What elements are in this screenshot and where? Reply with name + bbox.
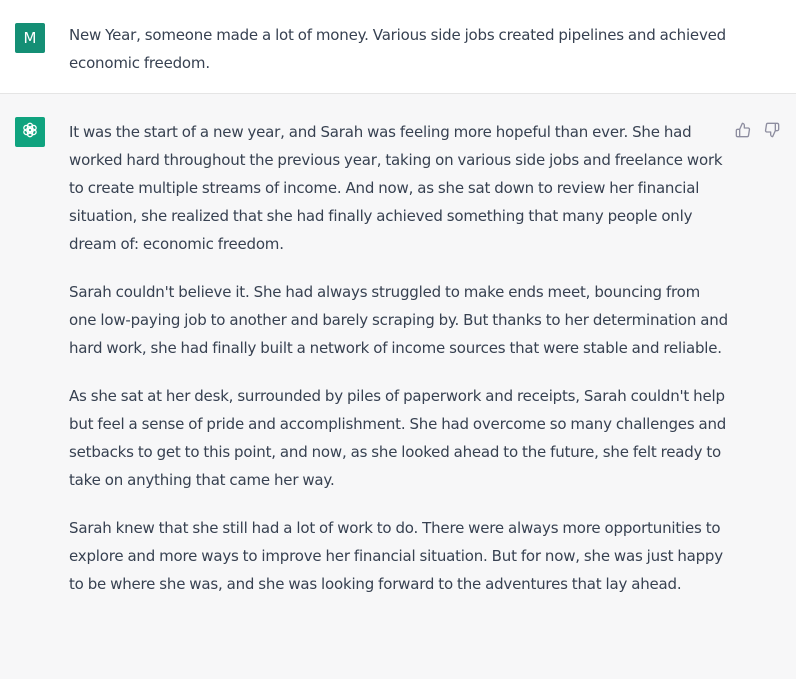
thumbs-down-button[interactable] (764, 122, 780, 138)
assistant-paragraph: It was the start of a new year, and Sarah was feeling more hopeful than ever. She had worked hard throughout the previous year, taking on various side jobs and freelance work to create multiple streams of income. And now, as she sat down to review her financial situation, she realized that she had finally achieved something that many people only dream of: economic freedom. (69, 123, 723, 253)
thumbs-down-icon (764, 122, 780, 138)
assistant-message (0, 94, 796, 679)
feedback-controls (735, 122, 780, 138)
assistant-paragraph: Sarah couldn't believe it. She had always struggled to make ends meet, bouncing from one low-paying job to another and barely scraping by. But thanks to her determination and hard work, she had finally built a network of income sources that were stable and reliable. (69, 283, 728, 357)
assistant-avatar (15, 117, 45, 147)
thumbs-up-button[interactable] (735, 122, 751, 138)
openai-logo-icon (20, 120, 40, 144)
user-avatar-letter: M (23, 29, 37, 47)
assistant-paragraph: As she sat at her desk, surrounded by piles of paperwork and receipts, Sarah couldn't help but feel a sense of pride and accomplishment. She had overcome so many challenges and setbacks to get to this point, and now, as she looked ahead to the future, she felt ready to take on anything that came her way. (69, 387, 727, 489)
user-message (0, 0, 796, 94)
user-avatar (15, 23, 45, 53)
user-message-text: New Year, someone made a lot of money. Various side jobs created pipelines and achieved economic freedom. (69, 26, 726, 72)
assistant-message-text (69, 118, 729, 618)
assistant-paragraph: Sarah knew that she still had a lot of work to do. There were always more opportunities to explore and more ways to improve her financial situation. But for now, she was just happy to be where she was, and she was looking forward to the adventures that lay ahead. (69, 519, 723, 593)
thumbs-up-icon (735, 122, 751, 138)
